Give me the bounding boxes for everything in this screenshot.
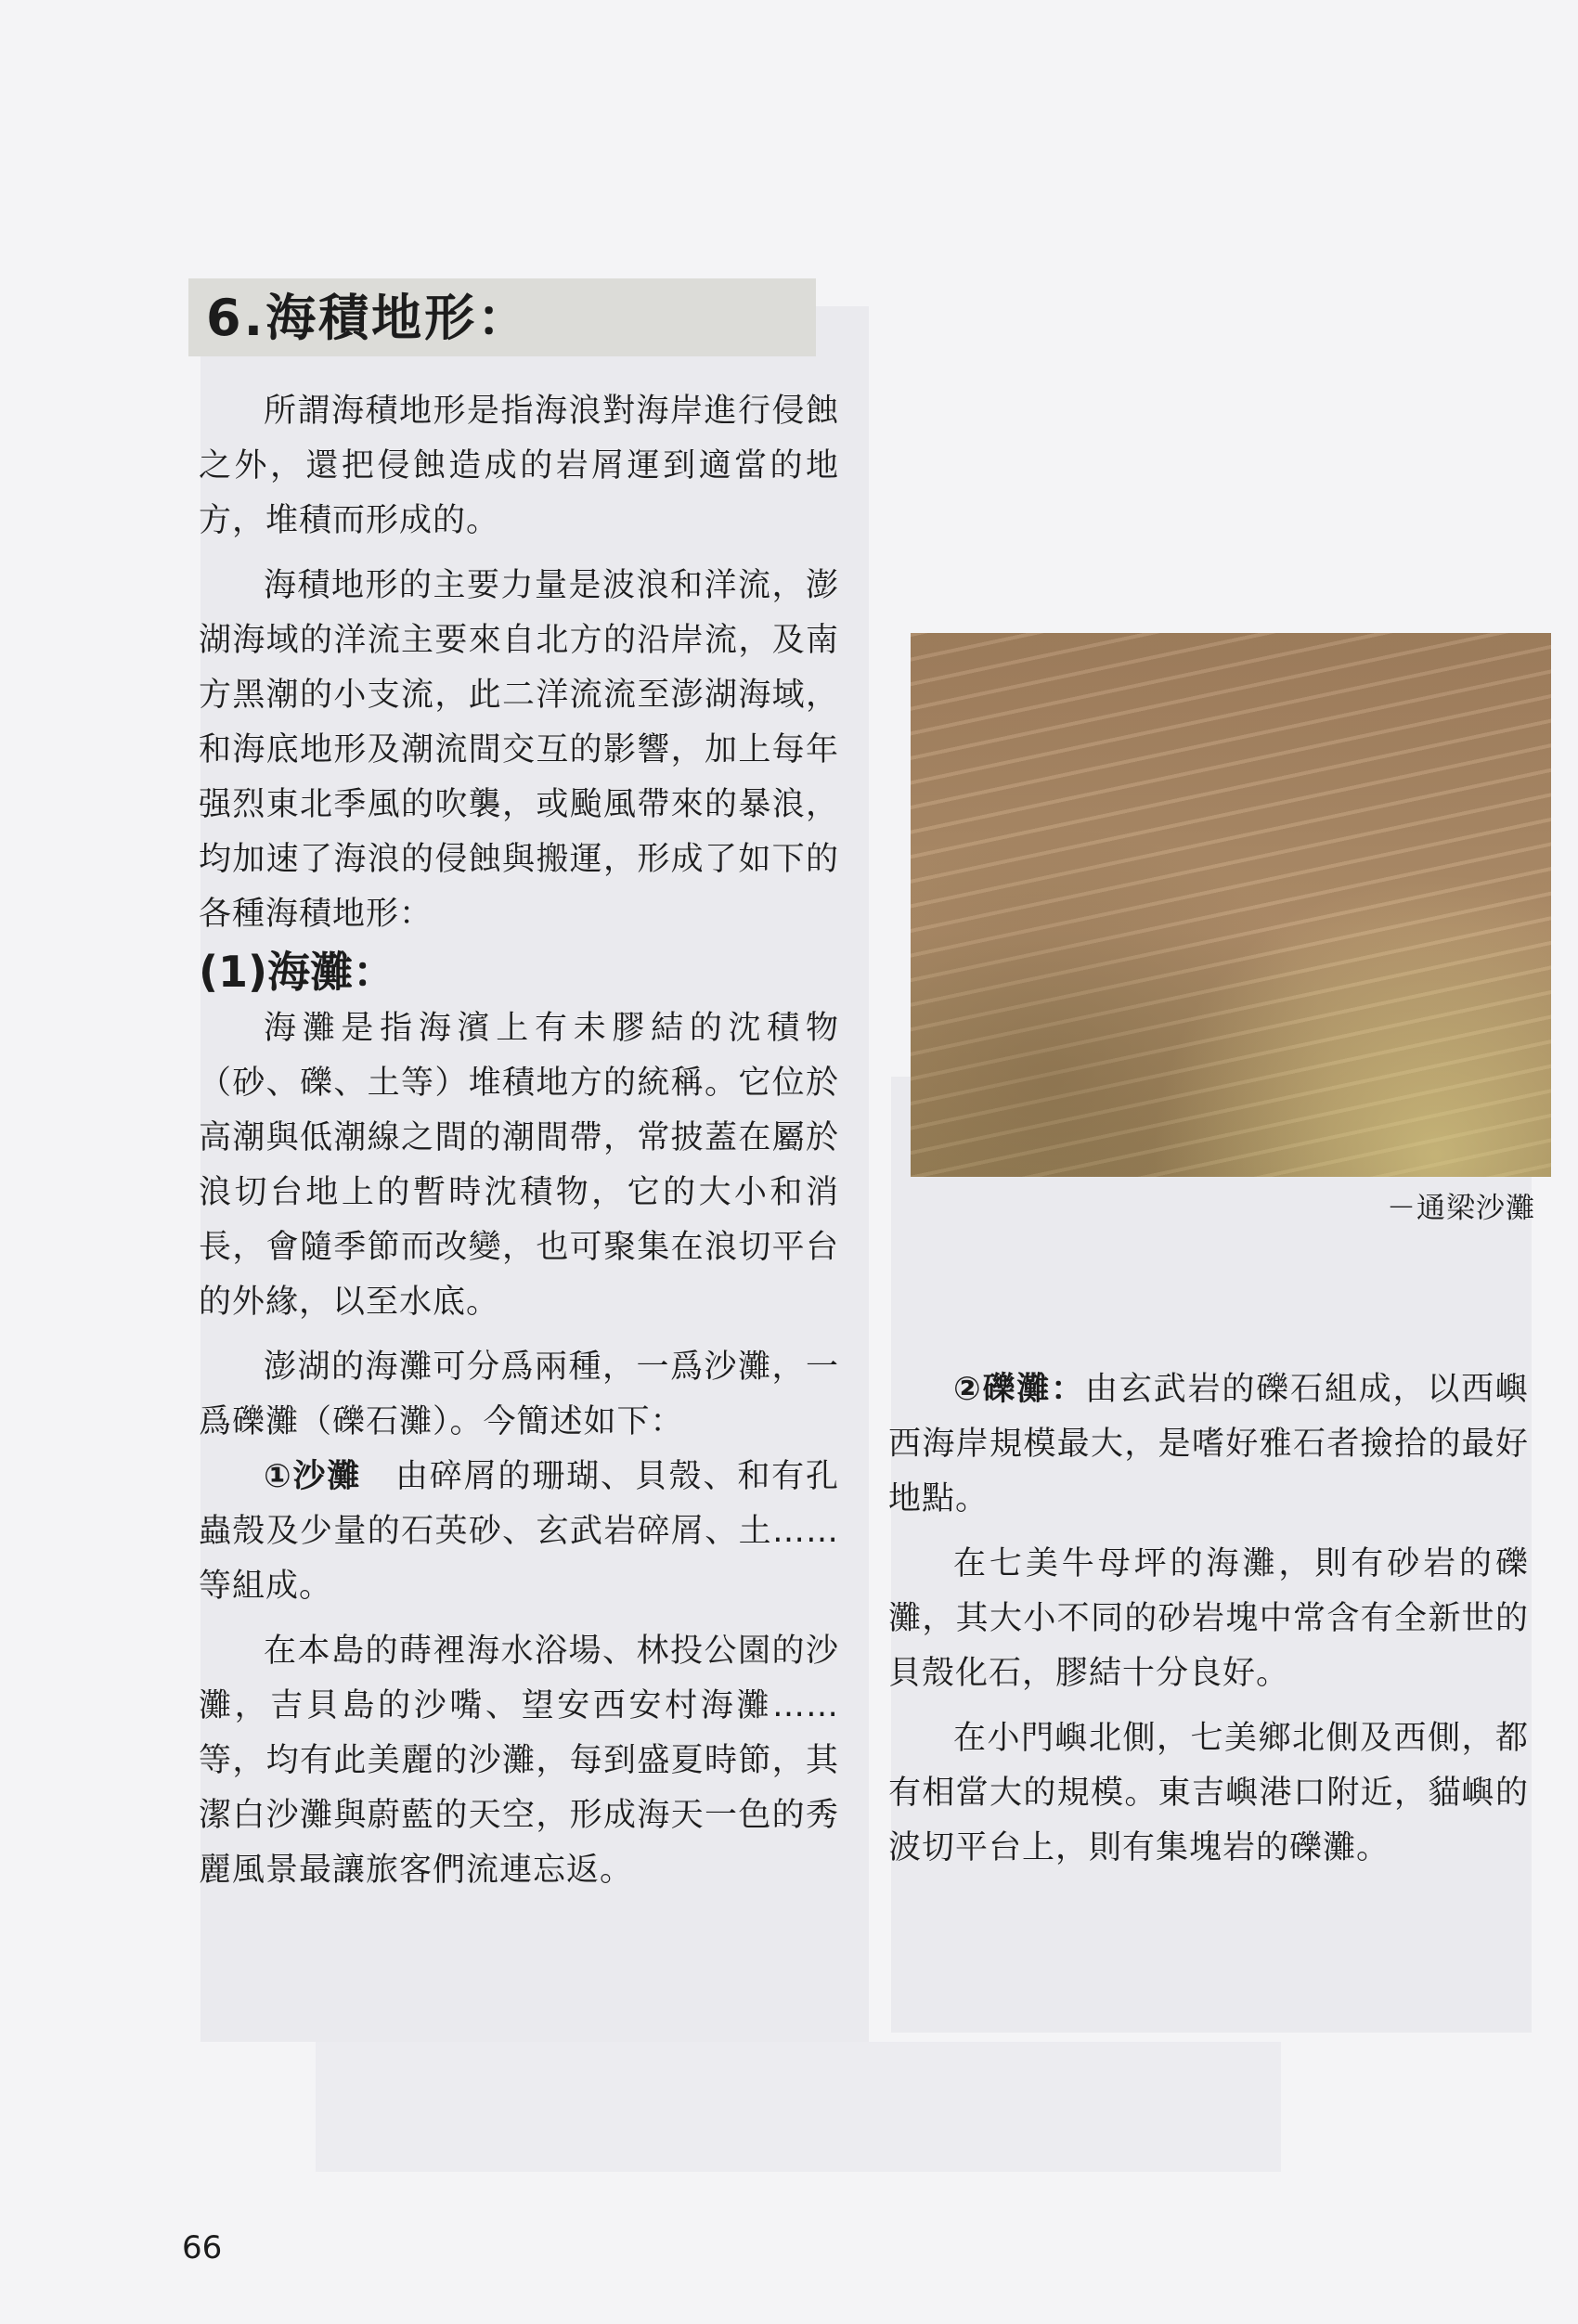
sand-beach-text: 由碎屑的珊瑚、貝殼、和有孔蟲殼及少量的石英砂、玄武岩碎屑、土……等組成。 — [199, 1458, 839, 1605]
beach-definition: 海灘是指海濱上有未膠結的沈積物（砂、礫、土等）堆積地方的統稱。它位於高潮與低潮線之間的潮間帶，常披蓋在屬於浪切台地上的暫時沈積物，它的大小和消長，會隨季節而改變，也可聚集在浪切平台的外緣，以至水底。 — [199, 1010, 839, 1321]
photo-caption: －通梁沙灘 — [1387, 1192, 1535, 1225]
gravel-qimei-paragraph: 在七美牛母坪的海灘，則有砂岩的礫灘，其大小不同的砂岩塊中常含有全新世的貝殼化石，膠結十分良好。 — [888, 1545, 1529, 1692]
gravel-beach-text: 由玄武岩的礫石組成，以西嶼西海岸規模最大，是嗜好雅石者撿拾的最好地點。 — [888, 1371, 1529, 1517]
section-heading: 6.海積地形： — [206, 289, 531, 347]
sand-beach-paragraph — [199, 1450, 839, 1614]
sand-beach-label: ①沙灘 — [264, 1458, 362, 1495]
beach-types-intro: 澎湖的海灘可分爲兩種，一爲沙灘，一爲礫灘（礫石灘）。今簡述如下： — [199, 1349, 839, 1440]
intro-paragraph-2: 海積地形的主要力量是波浪和洋流，澎湖海域的洋流主要來自北方的沿岸流，及南方黑潮的小支流，此二洋流流至澎湖海域，和海底地形及潮流間交互的影響，加上每年强烈東北季風的吹襲，或颱風帶來的暴浪，均加速了海浪的侵蝕與搬運，形成了如下的各種海積地形： — [199, 567, 839, 933]
background-panel-bottom — [316, 2042, 1281, 2172]
right-column — [888, 1362, 1529, 1876]
beach-subheading: (1)海灘： — [199, 947, 396, 997]
page-number: 66 — [182, 2229, 223, 2266]
gravel-beach-paragraph — [888, 1362, 1529, 1527]
sand-beach-places: 在本島的蒔裡海水浴場、林投公園的沙灘，吉貝島的沙嘴、望安西安村海灘……等，均有此美麗的沙灘，每到盛夏時節，其潔白沙灘與蔚藍的天空，形成海天一色的秀麗風景最讓旅客們流連忘返。 — [199, 1633, 839, 1889]
left-column — [199, 384, 839, 1898]
gravel-beach-label: ②礫灘： — [953, 1371, 1085, 1408]
beach-photo — [911, 633, 1551, 1177]
gravel-places-paragraph: 在小門嶼北側，七美鄉北側及西側，都有相當大的規模。東吉嶼港口附近，貓嶼的波切平台上，則有集塊岩的礫灘。 — [888, 1720, 1529, 1866]
intro-paragraph-1: 所謂海積地形是指海浪對海岸進行侵蝕之外，還把侵蝕造成的岩屑運到適當的地方，堆積而形成的。 — [199, 393, 839, 539]
